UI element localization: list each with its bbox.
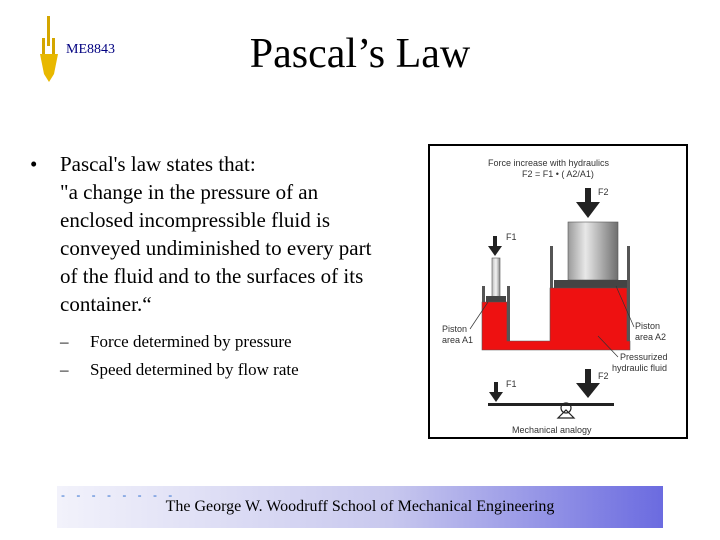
f2-arrow-icon <box>576 202 600 218</box>
piston-a2-label: Piston <box>635 321 661 331</box>
footer-banner <box>57 486 663 528</box>
sub-bullet <box>30 356 430 384</box>
sub-bullet <box>30 328 430 356</box>
large-cylinder-wall <box>627 246 630 341</box>
piston-a2-label: area A2 <box>635 332 667 342</box>
f2-label: F2 <box>598 187 609 197</box>
sub-bullet-text: Speed determined by flow rate <box>90 360 299 379</box>
small-cylinder-wall <box>507 286 510 341</box>
bullet-line: "a change in the pressure of an <box>60 180 319 204</box>
f2-arrow-shaft <box>585 188 591 202</box>
fulcrum-base-icon <box>558 410 574 418</box>
diagram-equation: F2 = F1 • ( A2/A1) <box>522 169 594 179</box>
large-piston <box>554 280 628 288</box>
sub-bullet-dash: – <box>60 360 69 379</box>
lower-f2-label: F2 <box>598 371 609 381</box>
lever-beam <box>488 403 614 406</box>
small-piston-rod <box>492 258 500 298</box>
lower-f2-arrow-icon <box>576 383 600 398</box>
lower-f1-label: F1 <box>506 379 517 389</box>
sub-bullet-text: Force determined by pressure <box>90 332 292 351</box>
main-bullet <box>30 150 430 318</box>
footer-text: The George W. Woodruff School of Mechanical Engineering <box>165 498 555 515</box>
large-piston-body <box>568 222 618 280</box>
bullet-list <box>30 150 430 384</box>
bullet-line: enclosed incompressible fluid is <box>60 208 331 232</box>
lower-f1-arrow-icon <box>489 392 503 402</box>
hydraulic-diagram <box>428 144 688 439</box>
bullet-line: container.“ <box>60 292 152 316</box>
bullet-symbol: • <box>30 152 38 176</box>
sub-bullet-dash: – <box>60 332 69 351</box>
piston-a1-label: Piston <box>442 324 468 334</box>
lever-caption: Mechanical analogy <box>512 425 592 435</box>
hydraulic-diagram-svg <box>430 146 686 437</box>
fluid-label: hydraulic fluid <box>612 363 668 373</box>
bullet-line: Pascal's law states that: <box>60 152 256 176</box>
course-code: ME8843 <box>66 42 115 57</box>
f1-arrow-shaft <box>493 236 497 246</box>
diagram-title: Force increase with hydraulics <box>488 158 610 168</box>
f1-label: F1 <box>506 232 517 242</box>
footer-decoration: - - - - - - - - <box>61 488 177 502</box>
slide-title: Pascal’s Law <box>249 31 471 77</box>
bullet-line: of the fluid and to the surfaces of its <box>60 264 364 288</box>
small-piston <box>486 296 506 302</box>
fluid-label: Pressurized <box>620 352 668 362</box>
bullet-line: conveyed undiminished to every part <box>60 236 372 260</box>
piston-a1-label: area A1 <box>442 335 474 345</box>
f1-arrow-icon <box>488 246 502 256</box>
lower-f1-arrow-shaft <box>494 382 498 392</box>
school-logo-icon <box>38 16 60 82</box>
lower-f2-arrow-shaft <box>585 369 591 383</box>
sub-bullet-list <box>30 328 430 384</box>
